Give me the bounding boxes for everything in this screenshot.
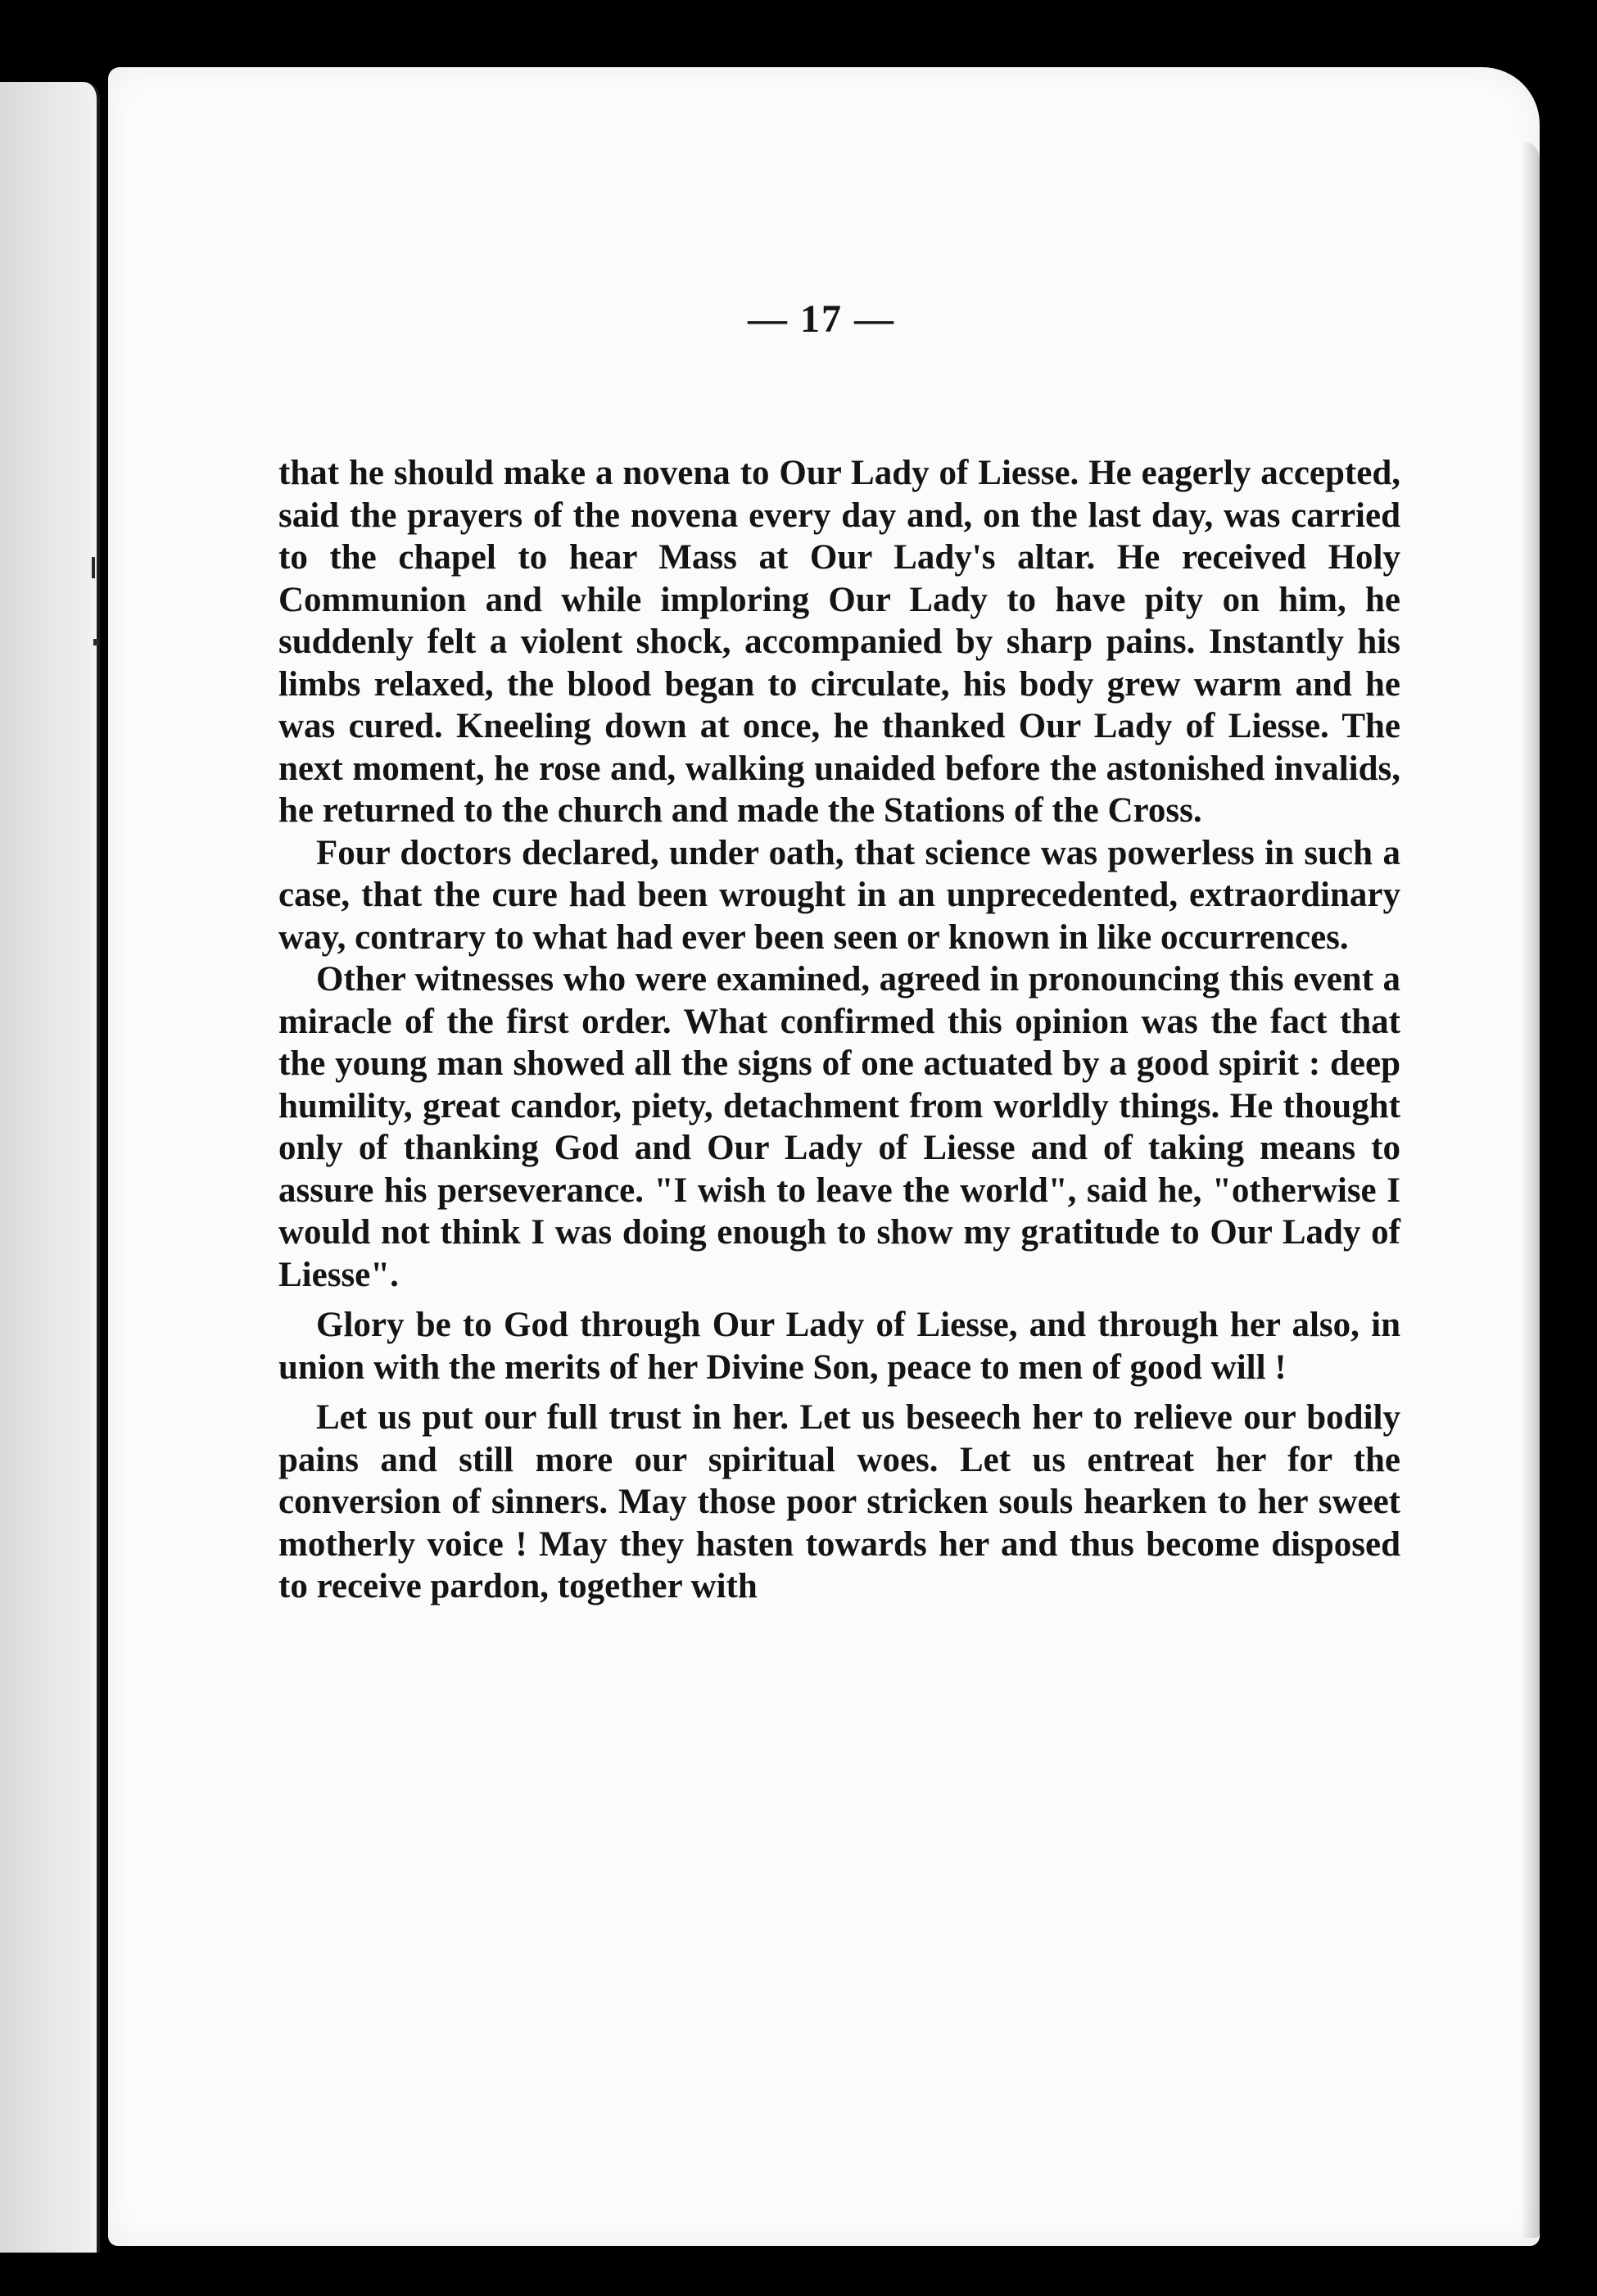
body-text [278, 452, 1400, 1608]
paragraph-continuation: that he should make a novena to Our Lady of Liesse. He eagerly accepted, said the prayers of the novena every day and, on the last day, was carried to the chapel to hear Mass at Our Lady's altar. He received Holy Communion and while imploring Our Lady to have pity on him, he suddenly felt a violent shock, accompanied by sharp pains. Instantly his limbs relaxed, the blood began to circulate, his body grew warm and he was cured. Kneeling down at once, he thanked Our Lady of Liesse. The next moment, he rose and, walking unaided before the astonished invalids, he returned to the church and made the Stations of the Cross. [278, 454, 1400, 830]
paragraph-doctors: Four doctors declared, under oath, that science was powerless in such a case, that the cure had been wrought in an unprecedented, extraordinary way, contrary to what had ever been seen or known in like occurrences. [278, 833, 1400, 957]
previous-page-edge [0, 82, 100, 2253]
page-edge-shadow [1522, 141, 1540, 2238]
paragraph-glory: Glory be to God through Our Lady of Liesse, and through her also, in union with the merits of her Divine Son, peace to men of good will ! [278, 1306, 1400, 1387]
scan-speck [92, 557, 95, 578]
page-number: — 17 — [748, 297, 895, 341]
paragraph-witnesses: Other witnesses who were examined, agreed in pronouncing this event a miracle of the first order. What confirmed this opinion was the fact that the young man showed all the signs of one actuated by a good spirit : deep humility, great candor, piety, detachment from worldly things. He thought only of thanking God and Our Lady of Liesse and of taking means to assure his perseverance. "I wish to leave the world", said he, "otherwise I would not think I was doing enough to show my gratitude to Our Lady of Liesse". [278, 960, 1400, 1294]
paragraph-trust: Let us put our full trust in her. Let us beseech her to relieve our bodily pains and still more our spiritual woes. Let us entreat her for the conversion of sinners. May those poor stricken souls hearken to her sweet motherly voice ! May they hasten towards her and thus become disposed to receive pardon, together with [278, 1398, 1400, 1605]
scan-speck [93, 639, 98, 645]
